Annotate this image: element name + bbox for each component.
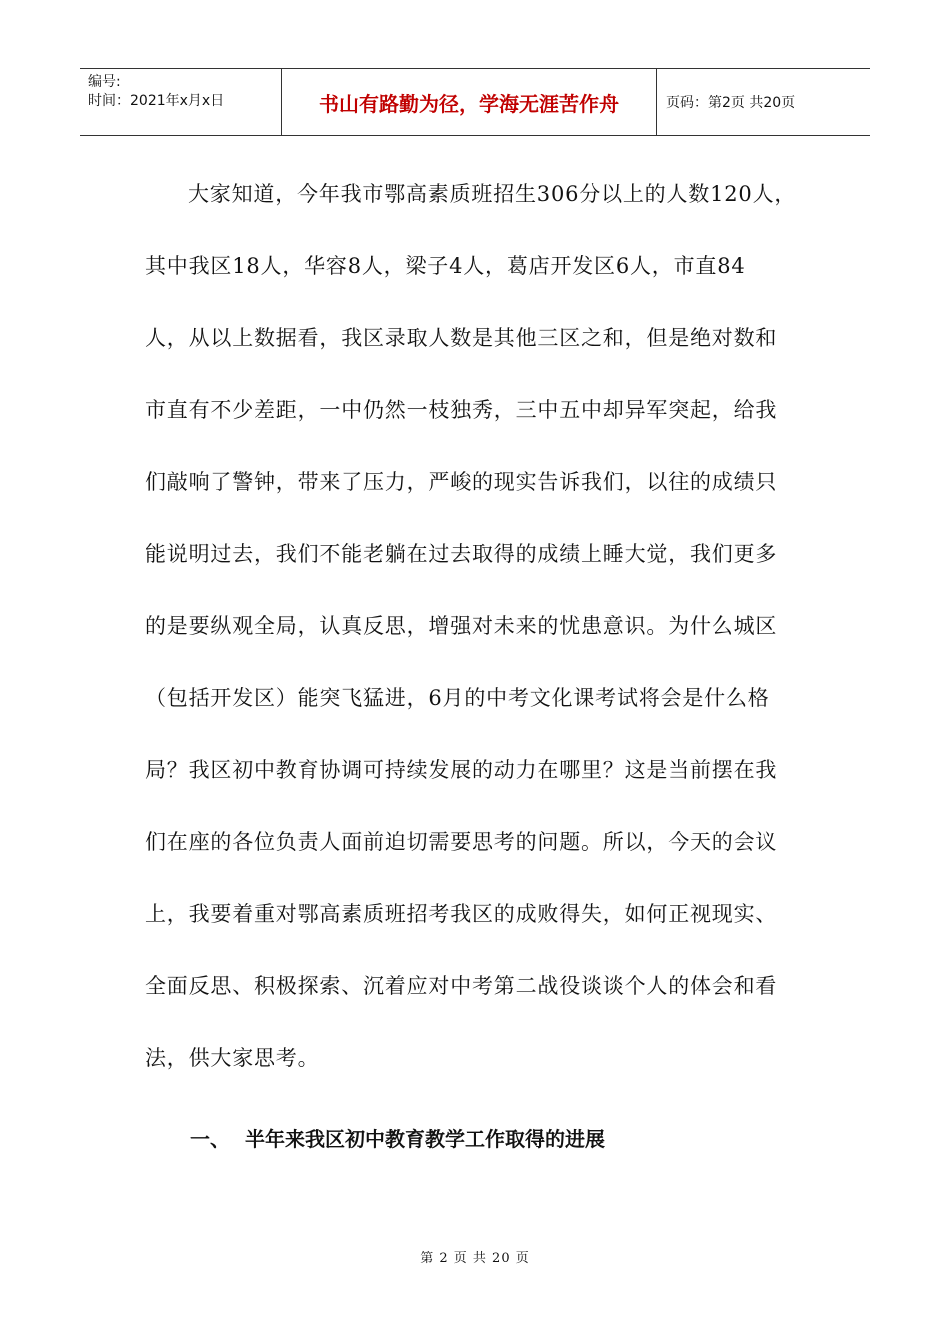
body-line: 们在座的各位负责人面前迫切需要思考的问题。所以，今天的会议	[145, 830, 778, 854]
header-motto: 书山有路勤为径，学海无涯苦作舟	[319, 91, 619, 116]
body-line: 法，供大家思考。	[145, 1046, 320, 1070]
header-meta	[88, 73, 224, 111]
body-line: 全面反思、积极探索、沉着应对中考第二战役谈谈个人的体会和看	[145, 974, 778, 998]
body-line: 大家知道，今年我市鄂高素质班招生306分以上的人数120人，	[188, 182, 797, 206]
body-line: （包括开发区）能突飞猛进，6月的中考文化课考试将会是什么格	[145, 686, 770, 710]
body-line: 其中我区18人，华容8人，梁子4人，葛店开发区6人，市直84	[145, 254, 746, 278]
body-paragraph	[145, 158, 795, 1094]
section-number: 一、	[190, 1127, 230, 1151]
section-heading	[190, 1123, 605, 1152]
body-line: 上，我要着重对鄂高素质班招考我区的成败得失，如何正视现实、	[145, 902, 778, 926]
document-number-label: 编号:	[88, 74, 121, 90]
body-line: 人，从以上数据看，我区录取人数是其他三区之和，但是绝对数和	[145, 326, 778, 350]
header-page-info: 页码：第2页 共20页	[666, 95, 796, 111]
body-line: 局？我区初中教育协调可持续发展的动力在哪里？这是当前摆在我	[145, 758, 778, 782]
body-line: 的是要纵观全局，认真反思，增强对未来的忧患意识。为什么城区	[145, 614, 778, 638]
body-line: 能说明过去，我们不能老躺在过去取得的成绩上睡大觉，我们更多	[145, 542, 778, 566]
page-header	[80, 68, 870, 136]
body-line: 们敲响了警钟，带来了压力，严峻的现实告诉我们，以往的成绩只	[145, 470, 778, 494]
page-footer: 第 2 页 共 20 页	[420, 1251, 530, 1266]
body-line: 市直有不少差距，一中仍然一枝独秀，三中五中却异军突起，给我	[145, 398, 778, 422]
document-time: 时间：2021年x月x日	[88, 93, 225, 109]
header-divider-right	[656, 69, 657, 135]
section-title: 半年来我区初中教育教学工作取得的进展	[245, 1127, 605, 1151]
